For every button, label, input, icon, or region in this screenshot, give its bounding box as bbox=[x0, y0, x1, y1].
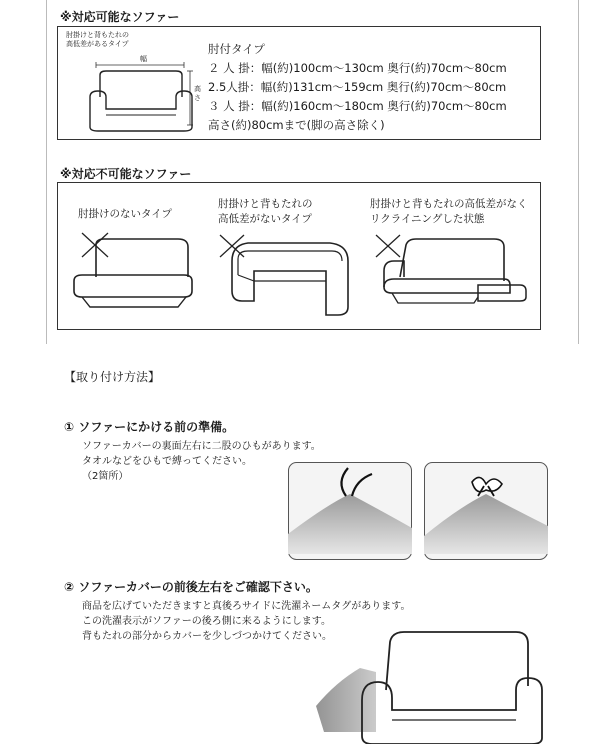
armless-sofa-diagram bbox=[68, 231, 198, 311]
incompatible-item-3-label-line1: 肘掛けと背もたれの高低差がなく bbox=[370, 198, 528, 210]
reclining-sofa-diagram bbox=[370, 227, 530, 317]
diagram-width-label: 幅 bbox=[140, 55, 147, 63]
spec-heading: 肘付タイプ bbox=[208, 42, 265, 56]
step-2-line-2: この洗濯表示がソファーの後ろ側に来るようにします。 bbox=[82, 616, 331, 627]
diagram-caption-line1: 肘掛けと背もたれの bbox=[66, 31, 129, 39]
spec-row-2-5-seater: 2.5人掛：幅(約)131cm〜159cm 奥行(約)70cm〜80cm bbox=[208, 80, 507, 94]
diagram-height-label: 高さ bbox=[194, 85, 201, 102]
compatible-section-title: ※対応可能なソファー bbox=[60, 10, 180, 24]
step-1-title: ① ソファーにかける前の準備。 bbox=[64, 420, 235, 434]
incompatible-section-title: ※対応不可能なソファー bbox=[60, 167, 192, 181]
step-2-line-1: 商品を広げていただきますと真後ろサイドに洗濯ネームタグがあります。 bbox=[82, 601, 411, 612]
step-1-line-3: （2箇所） bbox=[82, 471, 129, 482]
step-2-line-3: 背もたれの部分からカバーを少しづつかけてください。 bbox=[82, 631, 332, 642]
string-tie-illustration bbox=[288, 462, 412, 560]
spec-row-2-seater: ２ 人 掛：幅(約)100cm〜130cm 奥行(約)70cm〜80cm bbox=[208, 61, 507, 75]
incompatible-item-2-label-line2: 高低差がないタイプ bbox=[218, 213, 312, 225]
spec-height-note: 高さ(約)80cmまで(脚の高さ除く) bbox=[208, 118, 385, 132]
left-border-line bbox=[46, 0, 47, 344]
incompatible-item-1-label: 肘掛けのないタイプ bbox=[78, 208, 172, 220]
incompatible-box bbox=[57, 182, 541, 330]
step-1-line-2: タオルなどをひもで縛ってください。 bbox=[82, 456, 252, 467]
step-2-title: ② ソファーカバーの前後左右をご確認下さい。 bbox=[64, 580, 318, 594]
towel-tied-illustration bbox=[424, 462, 548, 560]
install-heading: 【取り付け方法】 bbox=[64, 370, 161, 384]
compatible-box bbox=[57, 26, 541, 140]
diagram-caption-line2: 高低差があるタイプ bbox=[66, 40, 129, 48]
right-border-line bbox=[578, 0, 579, 344]
step-1-line-1: ソファーカバーの裏面左右に二股のひもがあります。 bbox=[82, 441, 321, 452]
incompatible-item-2-label-line1: 肘掛けと背もたれの bbox=[218, 198, 313, 210]
incompatible-item-3-label-line2: リクライニングした状態 bbox=[370, 213, 485, 225]
cover-placement-illustration bbox=[316, 628, 552, 744]
spec-row-3-seater: ３ 人 掛：幅(約)160cm〜180cm 奥行(約)70cm〜80cm bbox=[208, 99, 507, 113]
sofa-with-arms-diagram bbox=[66, 49, 206, 139]
no-height-difference-sofa-diagram bbox=[218, 231, 358, 317]
